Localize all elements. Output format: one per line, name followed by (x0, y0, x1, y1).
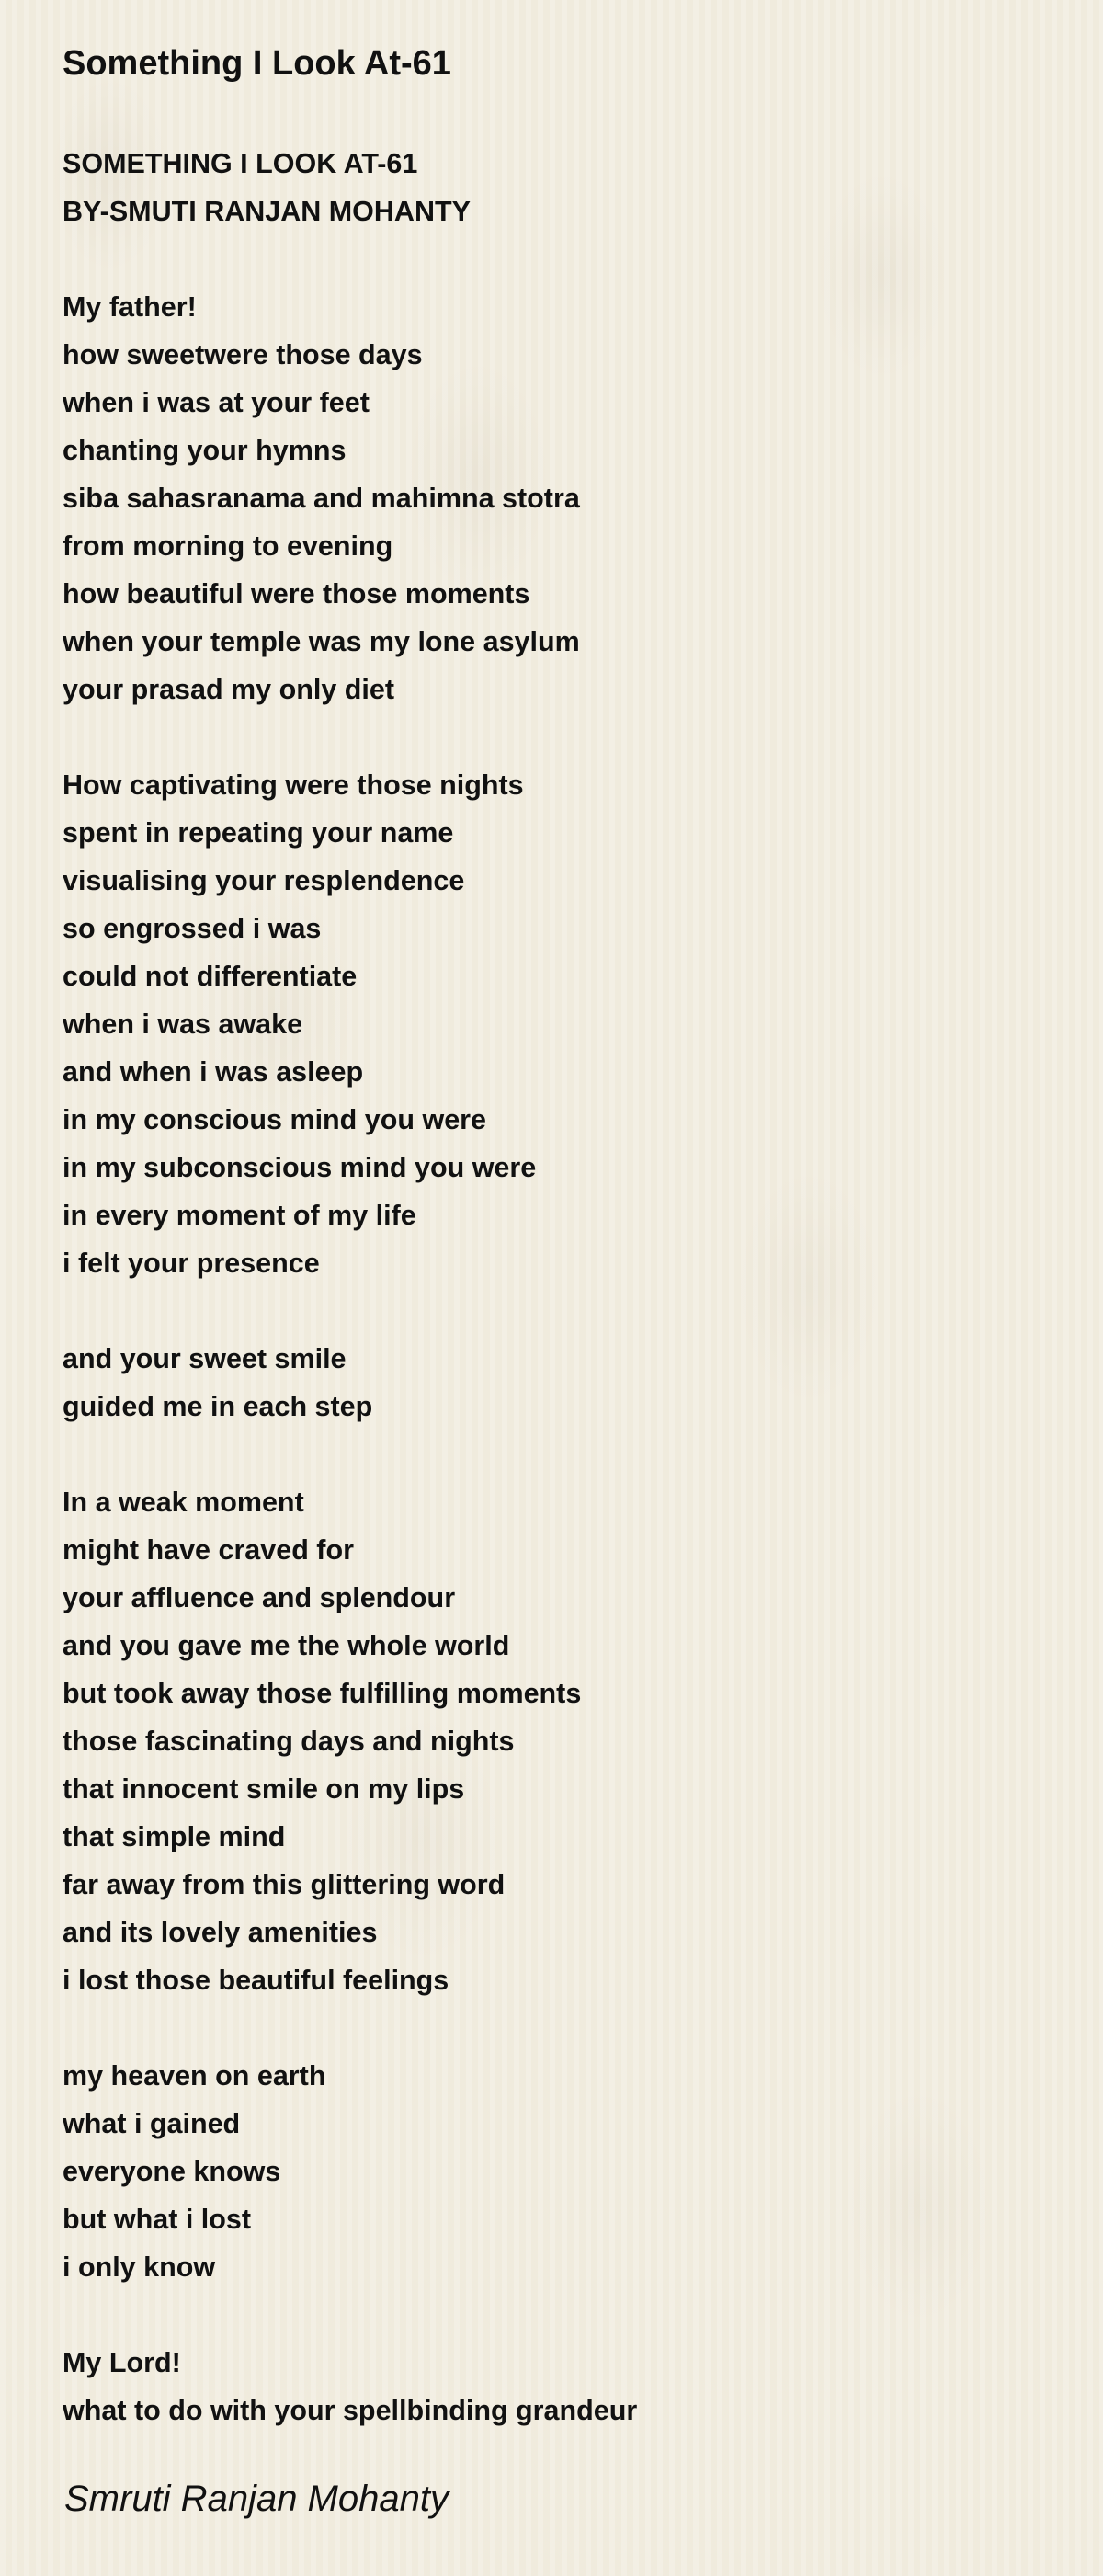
author-signature: Smruti Ranjan Mohanty (64, 2479, 449, 2519)
poem-line: siba sahasranama and mahimna stotra (63, 483, 580, 514)
stanza-gap (63, 713, 1055, 761)
poem-line: i felt your presence (63, 1248, 320, 1279)
poem-line: but took away those fulfilling moments (63, 1678, 582, 1709)
stanza-list (63, 235, 1055, 2434)
poem-line: My Lord! (63, 2347, 181, 2378)
poem-line: might have craved for (63, 1534, 354, 1566)
poem-line: when your temple was my lone asylum (63, 626, 580, 657)
poem-line: everyone knows (63, 2156, 281, 2187)
poem-line: what to do with your spellbinding grandeur (63, 2395, 638, 2426)
poem-line: your affluence and splendour (63, 1582, 456, 1613)
poem-line: that innocent smile on my lips (63, 1773, 465, 1805)
stanza-gap (63, 2004, 1055, 2052)
poem-line: i only know (63, 2251, 216, 2283)
poem-line: visualising your resplendence (63, 865, 465, 896)
poem-line: in my subconscious mind you were (63, 1152, 537, 1183)
poem-heading: SOMETHING I LOOK AT-61 (63, 148, 418, 179)
poem-line: how sweetwere those days (63, 339, 423, 370)
poem-line: could not differentiate (63, 961, 358, 992)
poem-line: My father! (63, 291, 197, 323)
poem-line: so engrossed i was (63, 913, 322, 944)
poem-line: how beautiful were those moments (63, 578, 530, 610)
poem-line: spent in repeating your name (63, 817, 454, 849)
poem-line: and when i was asleep (63, 1056, 364, 1088)
poem-line: what i gained (63, 2108, 241, 2139)
poem-line: and its lovely amenities (63, 1917, 378, 1948)
stanza-gap (63, 2291, 1055, 2339)
stanza-gap (63, 1430, 1055, 1478)
poem-line: and you gave me the whole world (63, 1630, 510, 1661)
poem-line: How captivating were those nights (63, 769, 524, 801)
poem-line: chanting your hymns (63, 435, 347, 466)
poem-line: that simple mind (63, 1821, 286, 1852)
stanza-gap (63, 1287, 1055, 1335)
poem-byline: BY-SMUTI RANJAN MOHANTY (63, 196, 471, 227)
poem-line: your prasad my only diet (63, 674, 395, 705)
poem-line: from morning to evening (63, 530, 393, 562)
poem-line: in every moment of my life (63, 1200, 416, 1231)
poem-line: those fascinating days and nights (63, 1726, 515, 1757)
poem-line: when i was awake (63, 1009, 303, 1040)
poem-line: In a weak moment (63, 1487, 304, 1518)
poem-line: in my conscious mind you were (63, 1104, 486, 1135)
poem-line: my heaven on earth (63, 2060, 326, 2092)
poem-line: far away from this glittering word (63, 1869, 506, 1900)
poem-line: when i was at your feet (63, 387, 370, 418)
poem-body (63, 140, 1055, 2434)
poem-line: and your sweet smile (63, 1343, 347, 1374)
stanza-gap (63, 235, 1055, 283)
poem-line: i lost those beautiful feelings (63, 1965, 449, 1996)
poem-line: but what i lost (63, 2204, 252, 2235)
poem-line: guided me in each step (63, 1391, 373, 1422)
page-title: Something I Look At-61 (63, 44, 451, 83)
